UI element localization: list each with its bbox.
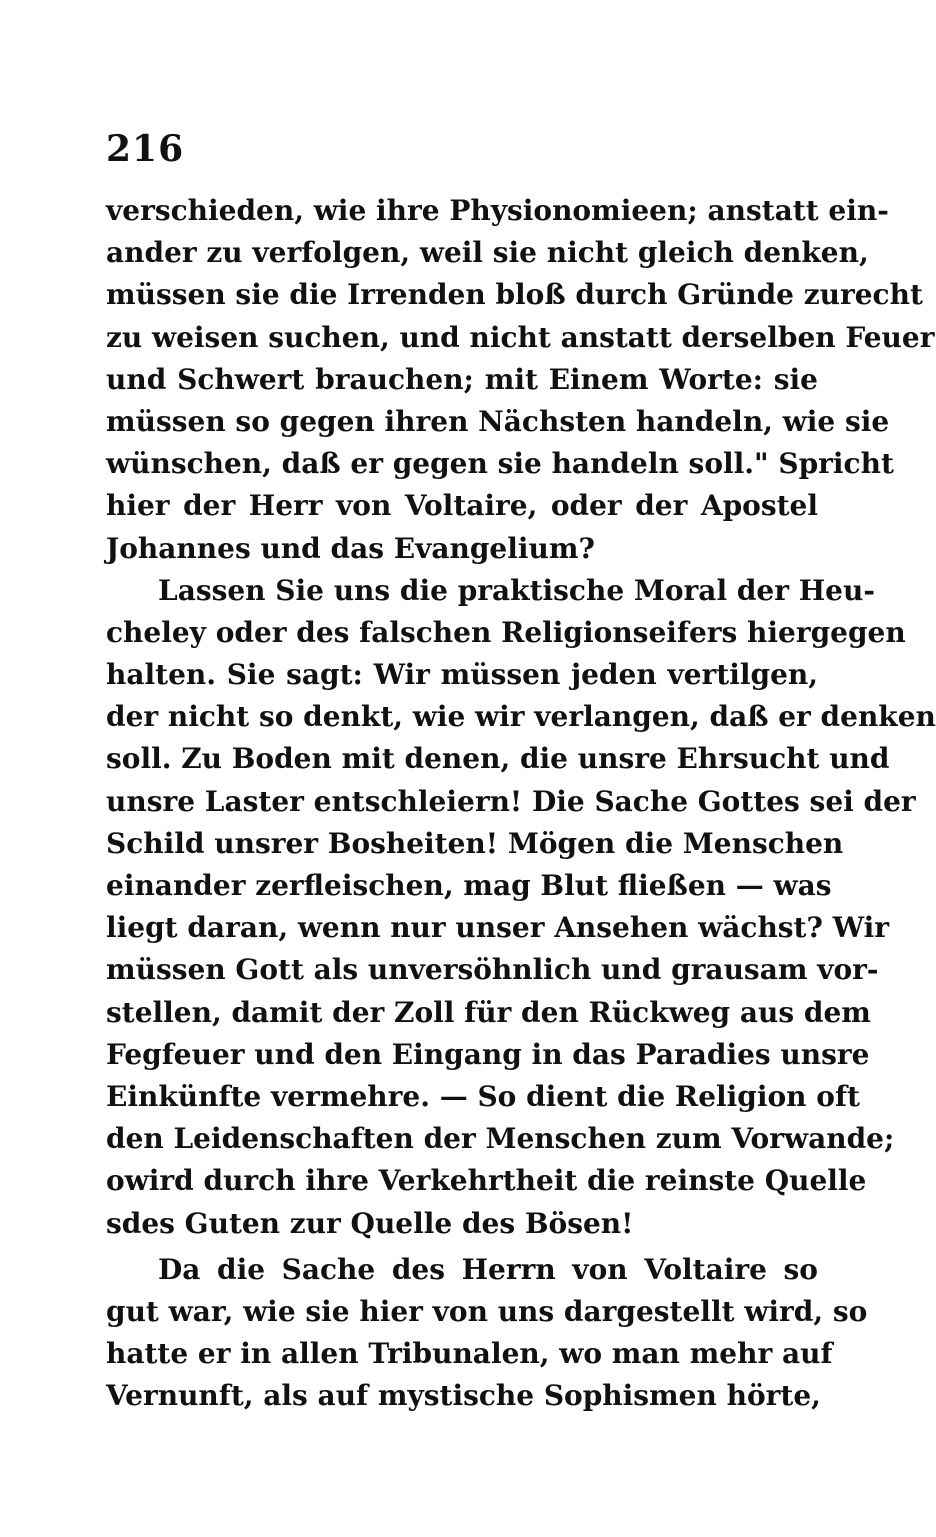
paragraph-3: [106, 1249, 868, 1418]
text-line: sdes Guten zur Quelle des Bösen!: [106, 1206, 634, 1240]
text-line: wünschen, daß er gegen sie handeln soll." Spricht: [106, 447, 894, 481]
text-line: müssen sie die Irrenden bloß durch Gründe zurecht: [106, 278, 923, 312]
text-line: Schild unsrer Bosheiten! Mögen die Menschen: [106, 826, 844, 860]
text-line: halten. Sie sagt: Wir müssen jeden vertilgen,: [106, 658, 818, 692]
page-number: 216: [106, 128, 185, 170]
text-line: cheley oder des falschen Religionseifers hiergegen: [106, 615, 906, 649]
text-line: hatte er in allen Tribunalen, wo man mehr auf: [106, 1337, 833, 1371]
text-line: müssen Gott als unversöhnlich und grausam vor-: [106, 953, 879, 987]
text-line: hier der Herr von Voltaire, oder der Apostel: [106, 489, 818, 523]
text-line: Da die Sache des Herrn von Voltaire so: [158, 1252, 818, 1286]
text-line: owird durch ihre Verkehrtheit die reinste Quelle: [106, 1164, 867, 1198]
text-line: und Schwert brauchen; mit Einem Worte: sie: [106, 362, 818, 396]
text-line: zu weisen suchen, und nicht anstatt derselben Feuer: [106, 320, 935, 354]
text-line: der nicht so denkt, wie wir verlangen, daß er denken: [106, 700, 936, 734]
text-line: verschieden, wie ihre Physionomieen; anstatt ein-: [106, 194, 889, 227]
body-text: [106, 190, 936, 1417]
text-line: gut war, wie sie hier von uns dargestellt wird, so: [106, 1294, 868, 1328]
paragraph-2: [106, 570, 936, 1245]
text-line: stellen, damit der Zoll für den Rückweg aus dem: [106, 995, 871, 1029]
text-line: Lassen Sie uns die praktische Moral der Heu-: [158, 573, 875, 607]
text-line: Johannes und das Evangelium?: [106, 531, 595, 565]
text-line: unsre Laster entschleiern! Die Sache Gottes sei der: [106, 784, 916, 818]
text-line: Einkünfte vermehre. — So dient die Religion oft: [106, 1079, 860, 1113]
text-line: soll. Zu Boden mit denen, die unsre Ehrsucht und: [106, 742, 890, 776]
text-line: ander zu verfolgen, weil sie nicht gleich denken,: [106, 236, 869, 270]
text-line: den Leidenschaften der Menschen zum Vorwande;: [106, 1122, 895, 1156]
text-line: einander zerfleischen, mag Blut fließen — was: [106, 869, 832, 902]
paragraph-1: [106, 190, 935, 570]
text-line: Fegfeuer und den Eingang in das Paradies unsre: [106, 1037, 870, 1071]
text-line: Vernunft, als auf mystische Sophismen hörte,: [106, 1379, 821, 1413]
text-line: müssen so gegen ihren Nächsten handeln, wie sie: [106, 404, 890, 438]
text-line: liegt daran, wenn nur unser Ansehen wächst? Wir: [106, 911, 889, 945]
